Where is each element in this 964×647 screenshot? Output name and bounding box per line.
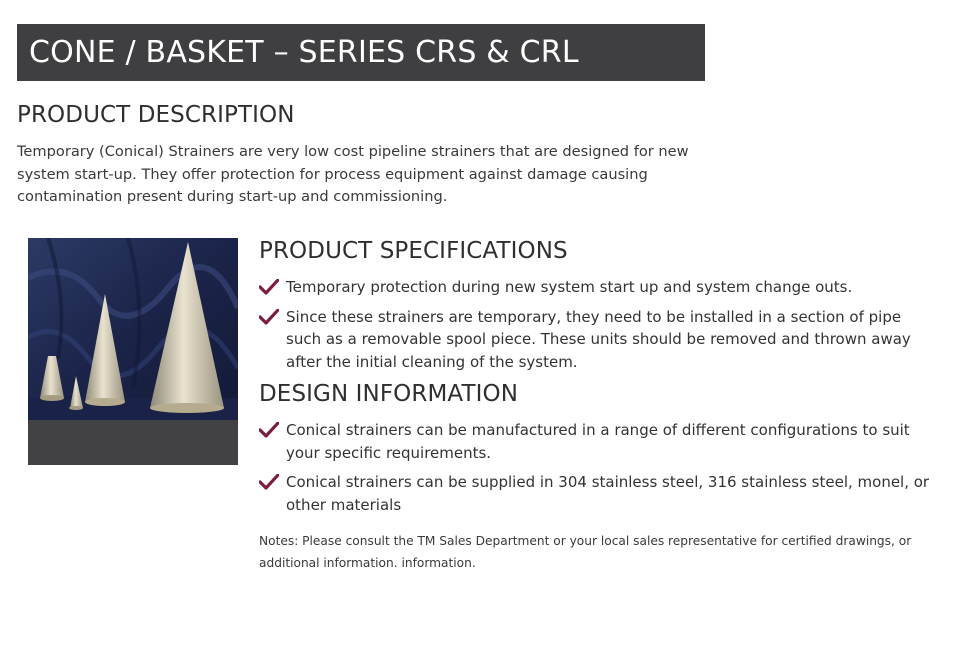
checkmark-icon xyxy=(259,309,279,325)
notes-text: Notes: Please consult the TM Sales Department or your local sales representative for certified drawings, or additional information. information. xyxy=(259,534,912,570)
design-information-heading: DESIGN INFORMATION xyxy=(259,381,519,407)
product-description-heading: PRODUCT DESCRIPTION xyxy=(17,102,295,128)
list-item xyxy=(259,276,939,299)
list-item-text: Conical strainers can be manufactured in a range of different configurations to suit your specific requirements. xyxy=(286,421,910,462)
checkmark-icon xyxy=(259,474,279,490)
product-specifications-heading: PRODUCT SPECIFICATIONS xyxy=(259,238,568,264)
checkmark-icon xyxy=(259,279,279,295)
list-item-text: Conical strainers can be supplied in 304 stainless steel, 316 stainless steel, monel, or other materials xyxy=(286,473,930,514)
list-item-text: Temporary protection during new system start up and system change outs. xyxy=(286,278,853,296)
conical-strainers-photo xyxy=(28,238,238,465)
specifications-list xyxy=(259,276,939,380)
product-description-text: Temporary (Conical) Strainers are very low cost pipeline strainers that are designed for new system start-up. They offer protection for process equipment against damage causing contamination present during start-up and commissioning. xyxy=(17,143,689,205)
list-item-text: Since these strainers are temporary, they need to be installed in a section of pipe such as a removable spool piece. These units should be removed and thrown away after the initial cleaning of the system. xyxy=(286,307,911,371)
checkmark-icon xyxy=(259,422,279,438)
page-title: CONE / BASKET – SERIES CRS & CRL xyxy=(17,24,705,81)
list-item xyxy=(259,471,939,516)
list-item xyxy=(259,419,939,464)
design-list xyxy=(259,419,939,523)
list-item xyxy=(259,306,939,374)
